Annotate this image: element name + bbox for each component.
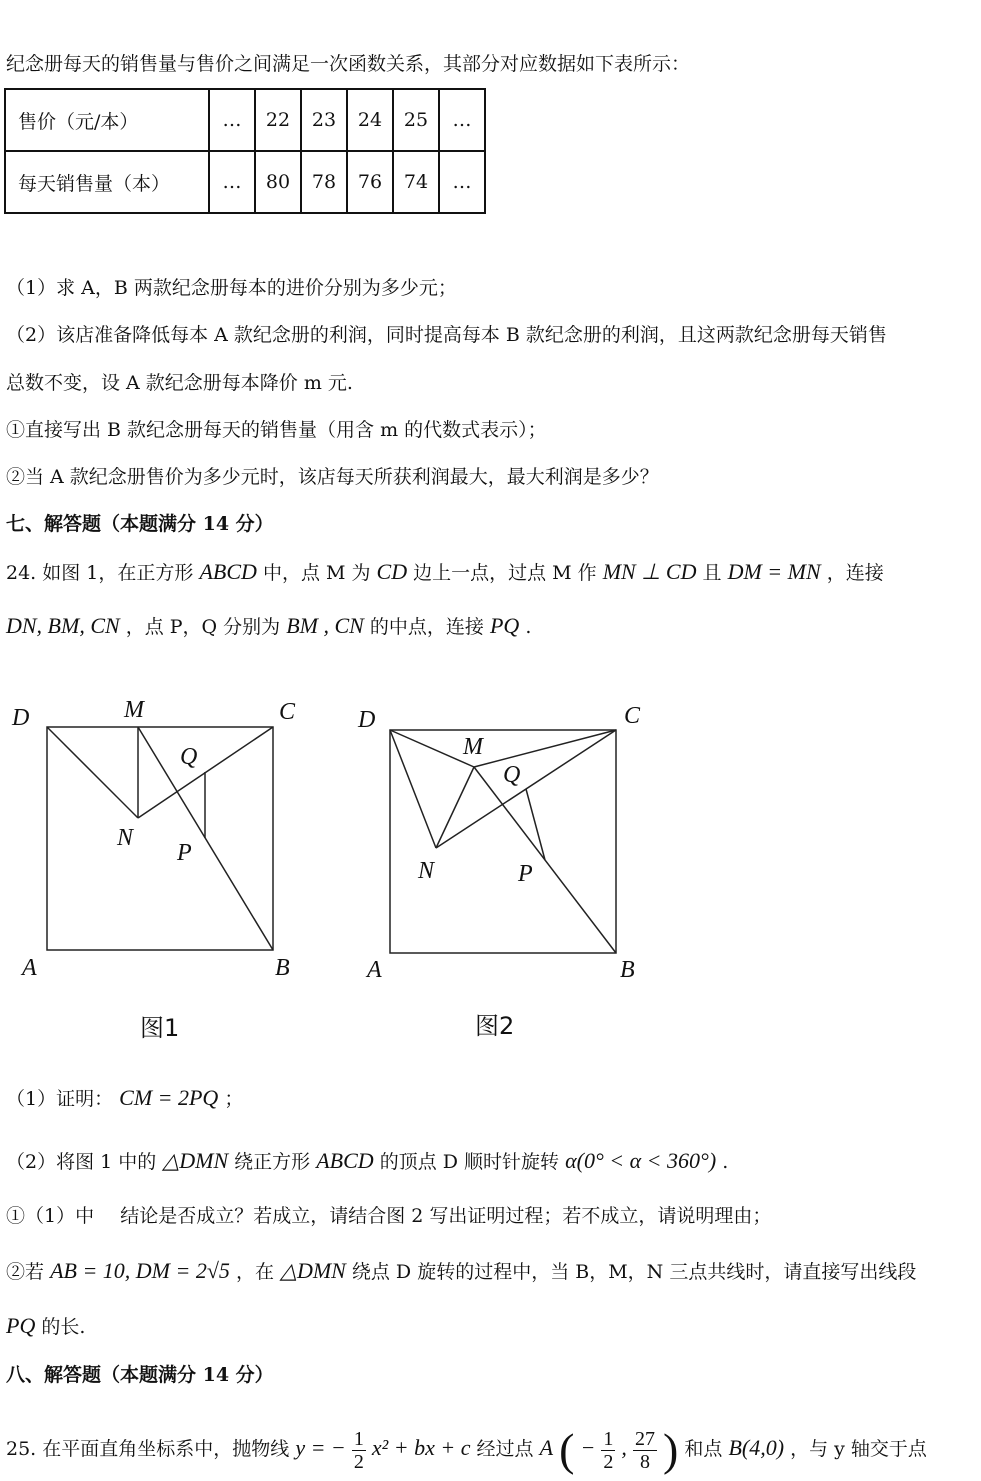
q24-text: 且 xyxy=(702,562,722,584)
fraction xyxy=(352,1428,366,1473)
q24-math: ABCD xyxy=(316,1148,374,1173)
figure-1-caption: 图1 xyxy=(140,1014,180,1042)
figure-1-diagram xyxy=(0,690,320,990)
label-b: B xyxy=(275,955,290,981)
label-n: N xyxy=(117,825,134,851)
q25-math: y = − xyxy=(295,1435,346,1460)
q24-text: 边上一点，过点 M 作 xyxy=(413,562,597,584)
q24-math: MN ⊥ CD xyxy=(602,559,697,584)
q24-text: ； xyxy=(224,1088,244,1110)
q24-part2 xyxy=(6,1149,728,1174)
q23-part2-line2: 总数不变，设 A 款纪念册每本降价 m 元. xyxy=(6,372,353,394)
table-cell: 78 xyxy=(301,151,347,213)
q24-math: CD xyxy=(376,559,408,584)
q24-math: ABCD xyxy=(199,559,257,584)
q25-text: 25. 在平面直角坐标系中，抛物线 xyxy=(6,1438,290,1460)
segment-bm xyxy=(138,727,273,950)
table-cell: … xyxy=(439,151,485,213)
table-cell: … xyxy=(209,151,255,213)
fraction-numerator: 1 xyxy=(353,1427,364,1450)
q24-text: （2）将图 1 中的 xyxy=(6,1151,157,1173)
fraction-denominator: 2 xyxy=(353,1450,364,1473)
label-m: M xyxy=(124,697,144,723)
price-sales-table xyxy=(4,88,486,214)
q24-text: ②若 xyxy=(6,1261,45,1283)
table-cell: 22 xyxy=(255,89,301,151)
q25-line1 xyxy=(6,1418,927,1480)
table-row-label: 售价（元/本） xyxy=(5,89,209,151)
label-c: C xyxy=(279,699,296,725)
table-cell: … xyxy=(439,89,485,151)
paren-open: ( xyxy=(559,1424,575,1475)
fraction-numerator: 1 xyxy=(603,1427,614,1450)
label-a: A xyxy=(367,957,382,983)
label-a: A xyxy=(22,955,37,981)
label-p: P xyxy=(177,840,192,866)
q24-text: ，连接 xyxy=(826,562,884,584)
table-cell: 24 xyxy=(347,89,393,151)
segment-pq xyxy=(526,789,545,860)
q25-math: − xyxy=(580,1435,596,1460)
table-row-label: 每天销售量（本） xyxy=(5,151,209,213)
fraction xyxy=(633,1428,657,1473)
label-n: N xyxy=(418,858,435,884)
label-b: B xyxy=(620,957,635,983)
q23-part2-line1: （2）该店准备降低每本 A 款纪念册的利润，同时提高每本 B 款纪念册的利润，且这两款纪念册每天销售 xyxy=(6,324,887,346)
q24-line1 xyxy=(6,560,884,585)
table-cell: 74 xyxy=(393,151,439,213)
q24-text: . xyxy=(722,1151,729,1173)
q24-math: △DMN xyxy=(162,1148,229,1173)
label-d: D xyxy=(12,705,30,731)
figure-2-caption: 图2 xyxy=(475,1012,515,1040)
q25-text: 和点 xyxy=(684,1438,723,1460)
q24-math: AB = 10, DM = 2√5 xyxy=(50,1258,230,1283)
label-q: Q xyxy=(180,744,198,770)
fraction-numerator: 27 xyxy=(634,1427,655,1450)
table-row xyxy=(5,151,485,213)
segment-mc xyxy=(474,730,616,767)
figure-2-diagram xyxy=(350,690,670,990)
q24-text: 绕点 D 旋转的过程中，当 B，M，N 三点共线时，请直接写出线段 xyxy=(351,1261,917,1283)
label-c: C xyxy=(624,703,641,729)
q25-math: B(4,0) xyxy=(728,1435,785,1460)
q24-part1 xyxy=(6,1086,243,1111)
table-cell: 76 xyxy=(347,151,393,213)
table-row xyxy=(5,89,485,151)
q25-text: 经过点 xyxy=(476,1438,534,1460)
q24-sub1 xyxy=(6,1204,771,1228)
q23-part1: （1）求 A，B 两款纪念册每本的进价分别为多少元； xyxy=(6,277,457,299)
q24-text: 的中点，连接 xyxy=(369,616,484,638)
q24-math: DM = MN xyxy=(727,559,821,584)
q25-text: ，与 y 轴交于点 xyxy=(790,1438,927,1460)
section-heading-7: 七、解答题（本题满分 14 分） xyxy=(6,513,274,535)
table-cell: … xyxy=(209,89,255,151)
fraction-denominator: 2 xyxy=(603,1450,614,1473)
q24-math: BM , CN xyxy=(286,613,364,638)
q24-text: （1）证明： xyxy=(6,1088,114,1110)
table-cell: 23 xyxy=(301,89,347,151)
label-m: M xyxy=(463,734,483,760)
q24-line2 xyxy=(6,614,531,639)
paren-close: ) xyxy=(663,1424,679,1475)
q24-sub2-cont xyxy=(6,1314,85,1339)
fraction-denominator: 8 xyxy=(639,1450,650,1473)
table-cell: 25 xyxy=(393,89,439,151)
q24-text: 中，点 M 为 xyxy=(262,562,371,584)
section-heading-8: 八、解答题（本题满分 14 分） xyxy=(6,1364,274,1386)
q24-math: PQ xyxy=(489,613,520,638)
q24-text: 结论是否成立？若成立，请结合图 2 写出证明过程；若不成立，请说明理由； xyxy=(120,1205,772,1227)
label-d: D xyxy=(358,707,376,733)
q23-sub1: ①直接写出 B 款纪念册每天的销售量（用含 m 的代数式表示）； xyxy=(6,419,547,441)
label-p: P xyxy=(518,861,533,887)
q25-math: x² + bx + c xyxy=(371,1435,471,1460)
q24-sub2 xyxy=(6,1259,916,1284)
q25-math: , xyxy=(621,1435,627,1460)
q24-text: 的顶点 D 顺时针旋转 xyxy=(379,1151,560,1173)
intro-text: 纪念册每天的销售量与售价之间满足一次函数关系，其部分对应数据如下表所示： xyxy=(6,53,691,75)
label-q: Q xyxy=(503,762,521,788)
q24-math: DN, BM, CN xyxy=(6,613,120,638)
q25-math: A xyxy=(539,1435,554,1460)
q24-text: 的长. xyxy=(41,1316,86,1338)
q24-text: ，点 P，Q 分别为 xyxy=(125,616,281,638)
q24-text: ①（1）中 xyxy=(6,1205,95,1227)
q24-math: PQ xyxy=(6,1313,36,1338)
q24-text: . xyxy=(525,616,532,638)
q24-text: ，在 xyxy=(235,1261,274,1283)
q24-math: CM = 2PQ xyxy=(119,1085,219,1110)
q23-sub2: ②当 A 款纪念册售价为多少元时，该店每天所获利润最大，最大利润是多少？ xyxy=(6,466,659,488)
table-cell: 80 xyxy=(255,151,301,213)
q24-math: α(0° < α < 360°) xyxy=(565,1148,717,1173)
q24-text: 绕正方形 xyxy=(234,1151,311,1173)
segment-dn xyxy=(47,727,138,818)
q24-math: △DMN xyxy=(280,1258,346,1283)
fraction xyxy=(601,1428,615,1473)
q24-text: 24. 如图 1，在正方形 xyxy=(6,562,194,584)
